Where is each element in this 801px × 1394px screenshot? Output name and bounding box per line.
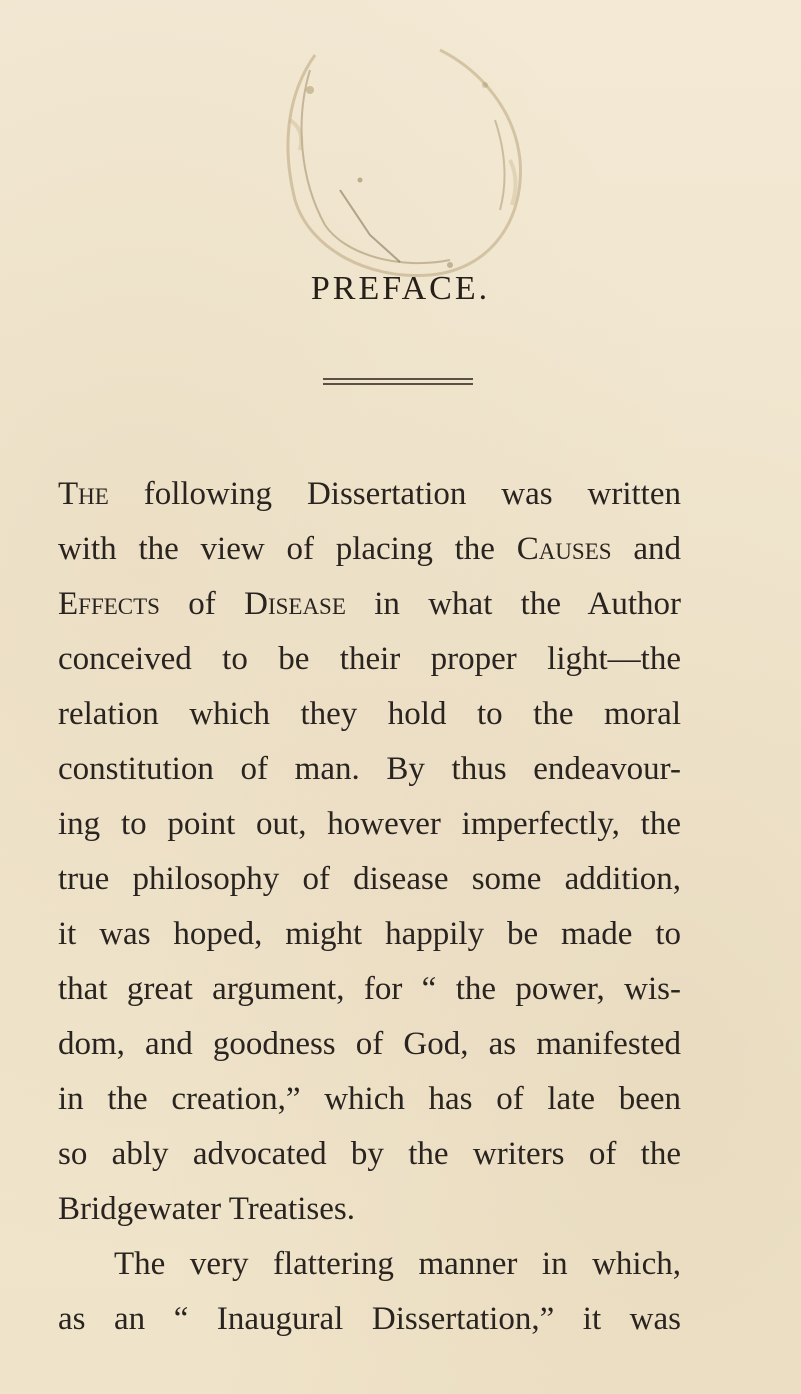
text-line: The following Dissertation was written [58, 476, 681, 512]
text-line: The very flattering manner in which, [114, 1246, 681, 1282]
preface-text [58, 467, 681, 1347]
text-line: Effects of Disease in what the Author [58, 586, 681, 622]
page-heading: PREFACE. [310, 270, 491, 307]
text-line: dom, and goodness of God, as manifested [58, 1026, 681, 1062]
text-line: with the view of placing the Causes and [58, 531, 681, 567]
text-line: conceived to be their proper light—the [58, 641, 681, 677]
text-line: as an “ Inaugural Dissertation,” it was [58, 1301, 681, 1337]
text-line: constitution of man. By thus endeavour- [58, 751, 681, 787]
heading-rule [323, 378, 473, 384]
text-line: that great argument, for “ the power, wis- [58, 971, 681, 1007]
text-line: in the creation,” which has of late been [58, 1081, 681, 1117]
text-line: relation which they hold to the moral [58, 696, 681, 732]
text-line: so ably advocated by the writers of the [58, 1136, 681, 1172]
text-line: it was hoped, might happily be made to [58, 916, 681, 952]
text-line: Bridgewater Treatises. [58, 1191, 355, 1227]
text-line: ing to point out, however imperfectly, the [58, 806, 681, 842]
text-line: true philosophy of disease some addition, [58, 861, 681, 897]
